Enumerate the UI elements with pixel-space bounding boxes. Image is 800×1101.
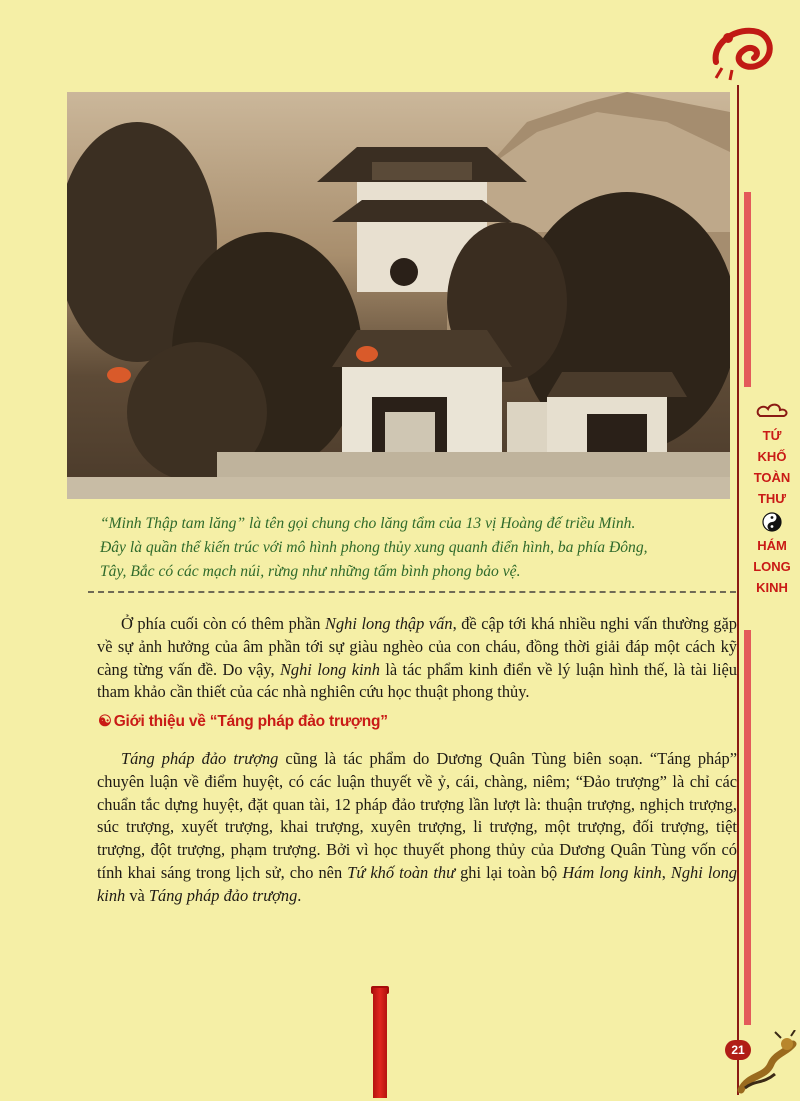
sidebar-rule (737, 85, 739, 1095)
text-run: Ở phía cuối còn có thêm phần (121, 614, 326, 633)
book-title: Hám long kinh (562, 862, 662, 882)
book-title: Tứ khố toàn thư (347, 862, 456, 882)
book-title: Nghi long kinh (279, 659, 380, 679)
dragon-emblem-icon (708, 22, 778, 87)
series-title-line: TOÀN (753, 470, 791, 485)
yinyang-bullet-icon: ☯ (98, 713, 112, 730)
book-title-line: LONG (753, 559, 791, 574)
book-title: Táng pháp đảo trượng (121, 749, 279, 768)
photo-caption (100, 512, 740, 584)
book-title-line: HÁM (757, 538, 787, 553)
text-run: , đề cập tới khá nhiều nghi vấn thường gặp về sự ảnh hưởng của âm phần tới sự giàu nghèo của con cháu, đồng thời giải đáp một cách kỹ càng từng vấn đề. Do vậy, (97, 614, 737, 679)
book-title: Nghi long thập vấn (325, 614, 453, 633)
series-title-line: THƯ (757, 491, 787, 506)
book-title-line: KINH (756, 580, 788, 595)
series-title-line: KHỐ (757, 449, 787, 464)
yinyang-icon (762, 512, 782, 532)
temple-photo (67, 92, 730, 499)
divider (88, 591, 736, 593)
page-number: 21 (725, 1040, 751, 1060)
series-title (744, 425, 800, 598)
caption-line: “Minh Thập tam lăng” là tên gọi chung cho lăng tẩm của 13 vị Hoàng đế triều Minh. (100, 515, 636, 532)
bookmark-ribbon (373, 988, 387, 1098)
text-run: và (125, 885, 149, 905)
cloud-ornament-icon (754, 400, 790, 425)
paragraph-2 (97, 748, 737, 908)
book-title: Nghi long kinh (97, 862, 737, 905)
section-title: Giới thiệu về “Táng pháp đảo trượng” (113, 713, 388, 730)
series-title-line: TỨ (762, 428, 782, 443)
section-heading (98, 712, 388, 731)
paragraph-1 (97, 613, 737, 704)
caption-line: Đây là quần thể kiến trúc với mô hình phong thủy xung quanh điển hình, ba phía Đông, (100, 539, 648, 556)
sidebar-bar-top (744, 192, 751, 387)
text-run: cũng là tác phẩm do Dương Quân Tùng biên soạn. “Táng pháp” chuyên luận về điểm huyệt, có các luận thuyết về ỷ, cái, chàng, niêm; “Đảo trượng” là chỉ các chuẩn tắc dựng huyệt, đặt quan tài, 12 pháp đảo trượng lần lượt là: thuận trượng, nghịch trượng, súc trượng, xuyết trượng, khai trượng, xuyên trượng, li trượng, một trượng, đối trượng, tiệt trượng, đột trượng, phạm trượng. Bởi vì học thuyết phong thủy của Dương Quân Tùng vốn có tính khai sáng trong lịch sử, cho nên (97, 749, 737, 882)
text-run: . (297, 885, 302, 905)
sidebar-bar-bottom (744, 630, 751, 1025)
book-title: Táng pháp đảo trượng (148, 885, 298, 905)
text-run: ghi lại toàn bộ (455, 862, 563, 882)
text-run: , (661, 862, 671, 882)
text-run: là tác phẩm kinh điển về lý luận hình thế, là tài liệu tham khảo cần thiết của các nhà nghiên cứu học thuật phong thủy. (97, 659, 737, 702)
dragon-corner-icon (735, 1030, 797, 1101)
caption-line: Tây, Bắc có các mạch núi, rừng như những tấm bình phong bảo vệ. (100, 563, 521, 580)
